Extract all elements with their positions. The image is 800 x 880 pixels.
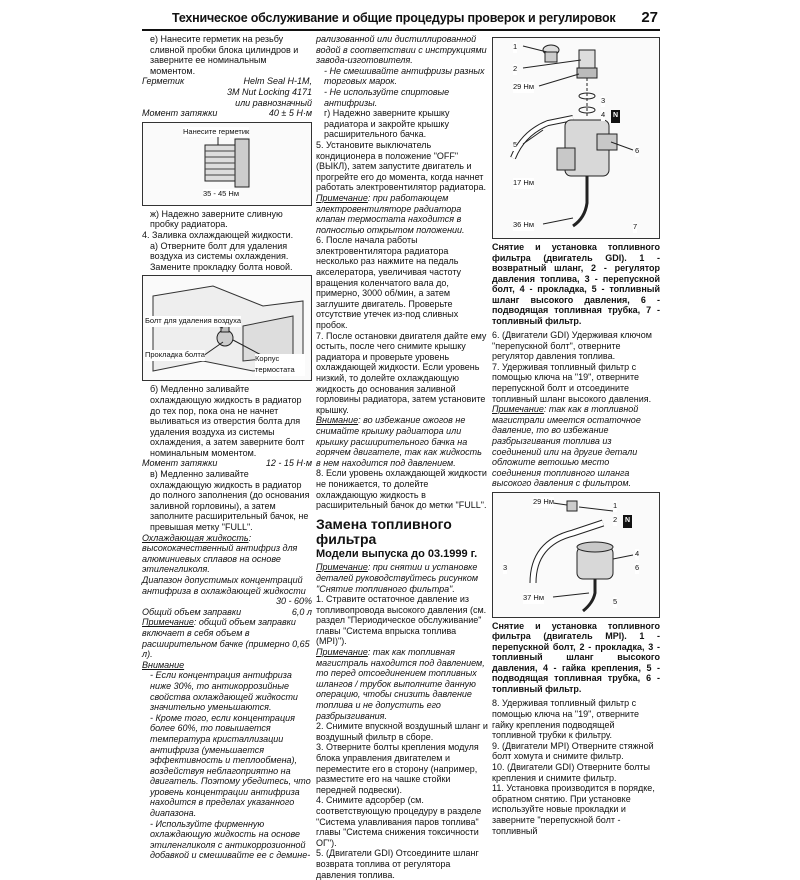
paragraph: 7. После остановки двигателя дайте ему остыть, после чего снимите крышку радиатора и проверьте уровень охлаждающей жидкости. Если уровень низкий, то долейте охлаждающую жидкость до основания заливной горловины радиатора, затем установите крышку. — [316, 330, 487, 415]
paragraph: 5. (Двигатели GDI) Отсоедините шланг возврата топлива от регулятора давления топлива. — [316, 848, 479, 880]
fig-label: 37 Нм — [523, 592, 544, 602]
paragraph: - Не смешивайте антифризы разных торговых марок. — [324, 65, 485, 87]
sealant-spec: Герметик Helm Seal H-1M, — [142, 76, 312, 87]
figure-bleed-bolt — [142, 275, 312, 381]
paragraph: ж) Надежно заверните сливную пробку радиатора. — [150, 208, 283, 230]
paragraph: 5. Установите выключатель кондиционера в положение "OFF" (ВЫКЛ), затем запустите двигатель и прогрейте его до момента, когда начнет работать электровентилятор радиатора. — [316, 139, 487, 193]
volume-spec: Общий объем заправки 6,0 л — [142, 606, 312, 617]
paragraph: 6. (Двигатели GDI) Удерживая ключом "перепускной болт", отверните регулятор давления топлива. — [492, 330, 652, 362]
new-part-badge: N — [611, 110, 620, 123]
fig-label: Нанесите герметик — [183, 126, 250, 136]
subsection-title: Модели выпуска до 03.1999 г. — [316, 547, 478, 560]
fig-label: 1 — [513, 42, 518, 51]
paragraph: 7. Удерживая топливный фильтр с помощью ключа на "19", отверните перепускной болт и отсоедините топливный шланг высокого давления. — [492, 361, 652, 404]
paragraph: 4. Снимите адсорбер (см. соответствующую процедуру в разделе "Система улавливания паров топлива" главы "Система снижения токсичности ОГ"). — [316, 795, 482, 848]
warning: Внимание: во избежание ожогов не снимайте крышку радиатора или крышку расширительного бачка на горячем двигателе, так как жидкость в нем находится под давлением. — [316, 415, 482, 468]
fig-label: 35 - 45 Нм — [203, 188, 240, 198]
warning-label: Внимание — [142, 659, 185, 670]
fig-label: 29 Нм — [513, 82, 534, 91]
fig-label: 6 — [635, 146, 640, 155]
paragraph: a) Отверните болт для удаления воздуха из системы охлаждения. Замените прокладку болта новой. — [150, 240, 293, 272]
paragraph: - Не используйте спиртовые антифризы. — [324, 86, 450, 108]
fig-label: Прокладка болта — [145, 350, 205, 360]
torque-spec: Момент затяжки 40 ± 5 Н·м — [142, 108, 312, 119]
paragraph: б) Медленно заливайте охлаждающую жидкость в радиатор до тех пор, пока она не начнет выливаться из отверстия болта для удаления воздуха из системы охлаждения, а затем заверните болт номинальным моментом. — [150, 384, 305, 458]
paragraph: рализованной или дистиллированной водой в соответствии с инструкциями завода-изготовителя. — [316, 34, 487, 66]
note: Примечание: общий объем заправки включает в себя объем в расширительном бачке (примерно 0,65 л). — [142, 617, 310, 660]
fig-label: 5 — [513, 140, 518, 149]
figure-caption: Снятие и установка топливного фильтра (двигатель GDI). 1 - возвратный шланг, 2 - регулятор давления топлива, 3 - перепускной болт, 4 - прокладка, 5 - топливный шланг высокого давления, 6 - подводящая топливная трубка, 7 - топливный фильтр. — [492, 242, 660, 326]
fig-label: 4 — [635, 548, 640, 558]
fig-label: 3 — [503, 562, 508, 572]
paragraph: 1. Стравите остаточное давление из топливопровода высокого давления (см. раздел "Периодическое обслуживание" главы "Система впрыска топлива (MPI)"). — [316, 594, 487, 647]
gdi-filter-drawing — [493, 38, 659, 238]
paragraph: e) Нанесите герметик на резьбу сливной пробки блока цилиндров и заверните ее номинальным моментом. — [150, 34, 299, 76]
fig-label: 5 — [613, 596, 618, 606]
fig-label: Корпус термостата — [255, 354, 305, 375]
figure-gdi-filter — [492, 37, 660, 239]
paragraph: 9. (Двигатели MPI) Отверните стяжной болт хомута и снимите фильтр. — [492, 740, 654, 762]
fig-label: 17 Нм — [513, 178, 534, 187]
paragraph: 2. Снимите впускной воздушный шланг и воздушный фильтр в сборе. — [316, 721, 488, 742]
figure-caption: Снятие и установка топливного фильтра (двигатель MPI). 1 - перепускной болт, 2 - прокладка, 3 - топливный шланг высокого давления, 4 - гайка крепления, 5 - подводящая топливная трубка, 6 - топливный фильтр. — [492, 620, 660, 694]
paragraph: 4. Заливка охлаждающей жидкости. — [142, 229, 294, 240]
paragraph: в) Медленно заливайте охлаждающую жидкость в радиатор до полного заполнения (до основания заливной горловины), а затем заполните расширительный бачок, не превышая метку "FULL". — [150, 469, 310, 533]
paragraph: 11. Установка производится в порядке, обратном снятию. При установке используйте новые прокладки и заверните "перепускной болт - топливный — [492, 783, 655, 836]
fig-label: 2 — [613, 514, 618, 524]
figure-mpi-filter — [492, 492, 660, 618]
column-1: e) Нанесите герметик на резьбу сливной пробки блока цилиндров и заверните ее номинальным моментом. Герметик Helm Seal H-1M, 3M Nut Locking 4171 или равнозначный Момент затяжки 40 ± 5 Н·м Нанесите герметик 35 - 45 Нм ж) Надежно заверните сливную пробку радиатора. 4. Заливка охлаждающей жидкости. a) Отверните болт для удаления воздуха из системы охлаждения. Замените прокладку болта новой. Болт для удаления воздуха Прокладка болта Корпус термостата б) Медленно заливайте охлаждающую жидкость в радиатор до тех пор, пока она не начнет выливаться из отверстия болта для удаления воздуха из системы охлаждения, а затем заверните болт номинальным моментом. Момент затяжки 12 - 15 Н·м в) Медленно заливайте охлаждающую жидкость в радиатор до полного заполнения (до основания заливной горловины), а затем заполните расширительный бачок, не превышая метку "FULL". Охлаждающая жидкость: высококачественный антифриз для алюминиевых сплавов на основе этиленгликоля. Диапазон допустимых концентраций антифриза в охлаждающей жидкости 30 - 60% Общий объем заправки 6,0 л Примечание: общий объем заправки включает в себя объем в расширительном бачке (примерно 0,65 л). Внимание - Если концентрация антифриза ниже 30%, то антикоррозийные свойства охлаждающей жидкости значительно уменьшаются. - Кроме того, если концентрация более 60%, то повышается температура кристаллизации антифриза (уменьшается эффективность и теплообмена), воздействуя неблагоприятно на двигатель. Поэтому убедитесь, что уровень концентрации антифриза находится в пределах указанного диапазона. - Используйте фирменную охлаждающую жидкость на основе этиленгликоля с антикоррозионной добавкой и смешивайте ее с демине- — [142, 34, 312, 861]
section-title: Замена топливного фильтра — [316, 515, 452, 547]
note: Примечание: при снятии и установке деталей руководствуйтесь рисунком "Снятие топливного фильтра". — [316, 562, 479, 594]
paragraph: 8. Удерживая топливный фильтр с помощью ключа на "19", отверните гайку крепления подводящей топливной трубки к фильтру. — [492, 698, 639, 741]
fig-label: 3 — [601, 96, 606, 105]
fig-label: 7 — [633, 222, 638, 231]
figure-drain-plug — [142, 122, 312, 206]
column-3 — [492, 34, 660, 836]
warning-item: - Кроме того, если концентрация более 60%, то повышается температура кристаллизации антифриза (уменьшается эффективность и теплообмена), воздействуя неблагоприятно на двигатель. Поэтому убедитесь, что уровень концентрации антифриза находится в пределах указанного диапазона. — [150, 712, 311, 819]
column-2 — [316, 34, 488, 880]
range-value: 30 - 60% — [275, 596, 312, 607]
fig-label: Болт для удаления воздуха — [145, 316, 242, 326]
note: Примечание: при работающем электровентиляторе радиатора клапан термостата находится в полностью открытом положении. — [316, 192, 465, 235]
torque-spec: Момент затяжки 12 - 15 Н·м — [142, 458, 312, 469]
warning-item: - Используйте фирменную охлаждающую жидкость на основе этиленгликоля с антикоррозионной добавкой и смешивайте ее с демине- — [150, 818, 311, 861]
fig-label: 1 — [613, 500, 618, 510]
fig-label: 29 Нм — [533, 496, 554, 506]
paragraph: 10. (Двигатели GDI) Отверните болты крепления и снимите фильтр. — [492, 761, 650, 783]
fig-label: 36 Нм — [513, 220, 534, 229]
range-label: Диапазон допустимых концентраций антифриза в охлаждающей жидкости — [142, 575, 306, 596]
paragraph: 8. Если уровень охлаждающей жидкости не понижается, то долейте охлаждающую жидкость в расширительный бачок до метки "FULL". — [316, 468, 487, 511]
warning-item: - Если концентрация антифриза ниже 30%, то антикоррозийные свойства охлаждающей жидкости значительно уменьшаются. — [150, 670, 298, 713]
page-header — [142, 9, 660, 31]
paragraph: 3. Отверните болты крепления модуля блока управления двигателем и переместите его в сторону (например, разместите его на чашке стойки передней подвески). — [316, 742, 479, 795]
fig-label: 2 — [513, 64, 518, 73]
note: Примечание: так как топливная магистраль находится под давлением, то перед отсоединением топливных шлангов / трубок выполните данную операцию, чтобы снизить давление топлива и не допустить его разбрызгивания. — [316, 647, 485, 721]
note: Примечание: так как в топливной магистрали имеется остаточное давление, то во избежание разбрызгивания топлива из соединений или на другие детали обложите ветошью место соединения топливного шланга высокого давления с фильтром. — [492, 404, 641, 489]
paragraph: г) Надежно заверните крышку радиатора и закройте крышку расширительного бачка. — [324, 108, 450, 140]
new-part-badge: N — [623, 515, 632, 528]
page-number: 27 — [641, 9, 658, 26]
fig-label: 4 — [601, 110, 606, 119]
coolant-spec: Охлаждающая жидкость: высококачественный антифриз для алюминиевых сплавов на основе этиленгликоля. — [142, 532, 298, 575]
header-title: Техническое обслуживание и общие процедуры проверок и регулировок — [172, 11, 616, 25]
fig-label: 6 — [635, 562, 640, 572]
paragraph: 6. После начала работы электровентилятора радиатора несколько раз нажмите на педаль акселератора, увеличивая частоту вращения коленчатого вала до, примерно, 3000 об/мин, а затем заглушите двигатель. Проверьте отсутствие утечек из-под сливных пробок. — [316, 235, 462, 331]
